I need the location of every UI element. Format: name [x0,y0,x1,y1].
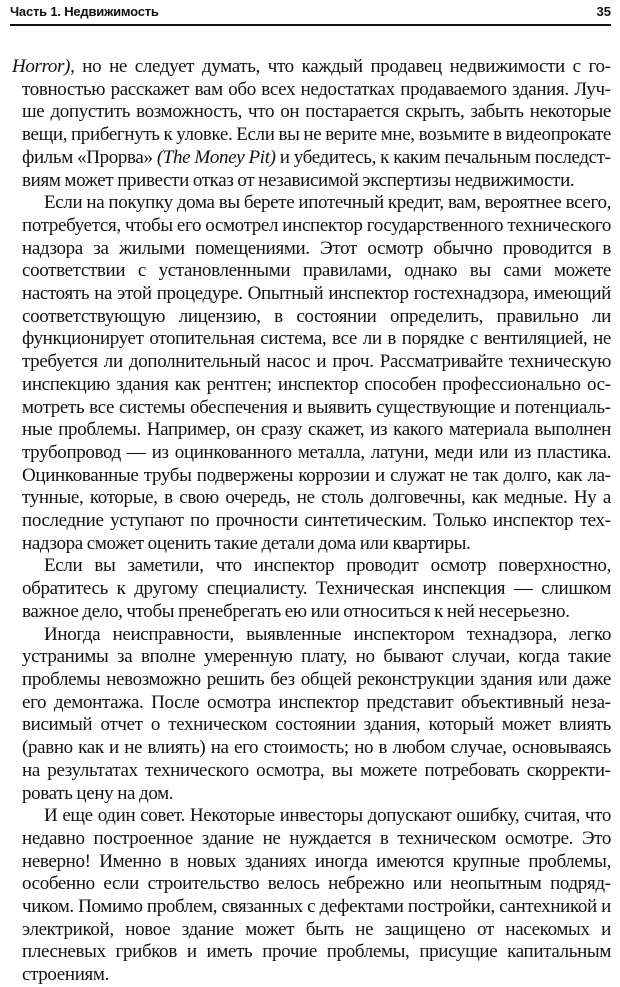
paragraph-2: Если на покупку дома вы берете ипотечный кредит, вам, вероятнее всего, потребуется, чтобы его осмотрел инспектор государственного технического надзора за жилыми помещениями. Этот осмотр обычно проводится в соответствии с установленными правилами, однако вы сами можете настоять на этой процедуре. Опытный инспектор гостехнадзора, имеющий соответствующую лицензию, в состоянии определить, правильно ли функционирует отопительная система, все ли в порядке с вентиляцией, не требуется ли дополнительный насос и проч. Рассматривайте техническую инспекцию здания как рентген; инспектор способен профессионально осмотреть все системы обеспечения и выявить существующие и потенциальные проблемы. Например, он сразу скажет, из какого материала выполнен трубопровод — из оцинкованного металла, латуни, меди или из пластика. Оцинкованные трубы подвержены коррозии и служат не так долго, как латунные, которые, в свою очередь, не столь долговечны, как медные. Ну а последние уступают по прочности синтетическим. Только инспектор технадзора сможет оценить такие детали дома или квартиры. [22,192,611,554]
film-title-italic: (The Money Pit) [156,146,276,168]
chapter-title: Часть 1. Недвижимость [10,4,159,19]
paragraph-5: И еще один совет. Некоторые инвесторы допускают ошибку, считая, что недавно построенное здание не нуждается в техническом осмотре. Это неверно! Именно в новых зданиях иногда имеются крупные проблемы, особенно если строительство велось небрежно или неопытным подрядчиком. Помимо проблем, связанных с дефектами постройки, сантехникой и электрикой, новое здание может быть не защищено от насекомых и плесневых грибков и иметь прочие проблемы, присущие капитальным строениям. [22,805,611,986]
paragraph-text: , но не следует думать, что каждый продавец недвижимости с готовностью расскажет вам обо всех недостатках продаваемого здания. Лучше допустить возможность, что он постарается скрыть, забыть некоторые вещи, прибегнуть к уловке. Если вы не верите мне, возьмите в видеопрокате фильм «Прорва» [22,56,611,168]
italic-lead: Horror) [12,56,71,77]
page-number: 35 [596,4,611,19]
paragraph-1 [12,56,611,192]
body-text [12,56,611,987]
paragraph-3: Если вы заметили, что инспектор проводит осмотр поверхностно, обратитесь к другому специалисту. Техническая инспекция — слишком важное дело, чтобы пренебрегать ею или относиться к ней несерьезно. [22,555,611,622]
paragraph-4: Иногда неисправности, выявленные инспектором технадзора, легко устранимы за вполне умеренную плату, но бывают случаи, когда такие проблемы невозможно решить без общей реконструкции здания или даже его демонтажа. После осмотра инспектор представит объективный независимый отчет о техническом состоянии здания, который может влиять (равно как и не влиять) на его стоимость; но в любом случае, основываясь на результатах технического осмотра, вы можете потребовать скорректировать цену на дом. [22,623,611,804]
running-header [10,2,611,26]
paragraph-text-tail: и убедитесь, к каким печальным последствиям может привести отказ от независимой экспертизы недвижимости. [22,146,611,191]
